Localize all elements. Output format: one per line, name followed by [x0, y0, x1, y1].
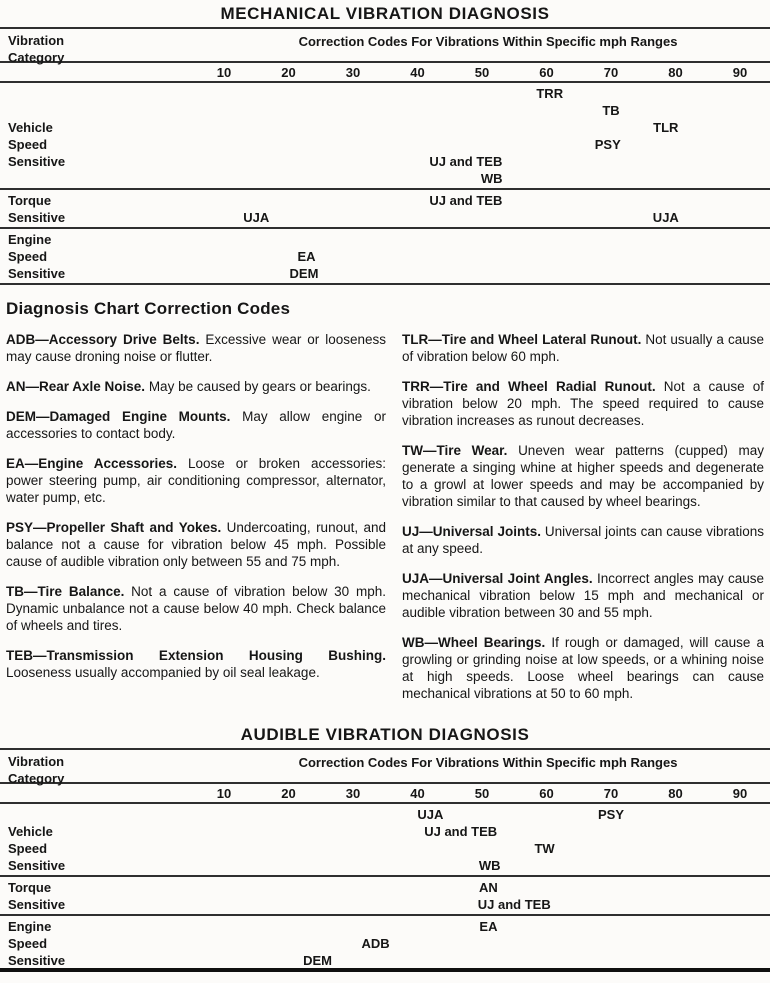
- mph-tick: 10: [216, 65, 232, 80]
- code-definition: UJA—Universal Joint Angles. Incorrect angles may cause mechanical vibration below 15 mph and mechanical or audible vibration between 30 and 55 mph.: [402, 571, 764, 620]
- correction-code: EA: [479, 919, 498, 934]
- definition-term: TB—Tire Balance.: [6, 584, 132, 599]
- mph-tick: 40: [410, 786, 425, 801]
- definitions-right-column: [402, 331, 764, 715]
- correction-code: WB: [478, 858, 501, 873]
- code-definition: TLR—Tire and Wheel Lateral Runout. Not usually a cause of vibration below 60 mph.: [402, 332, 764, 364]
- definition-term: AN—Rear Axle Noise.: [6, 379, 149, 394]
- code-definition: WB—Wheel Bearings. If rough or damaged, will cause a growling or grinding noise at low speeds, or a whining noise at high speeds. Loose wheel bearings can cause mechanical vibrations at 50 to 60 mph.: [402, 635, 764, 701]
- correction-code: TW: [534, 841, 555, 856]
- definition-term: TW—Tire Wear.: [402, 443, 519, 458]
- category-word: Vehicle: [8, 824, 53, 839]
- table-header: [0, 27, 770, 63]
- correction-code: UJ and TEB: [424, 824, 498, 839]
- correction-code: DEM: [289, 266, 319, 281]
- code-definition: TB—Tire Balance. Not a cause of vibration below 30 mph. Dynamic unbalance not a cause below 40 mph. Check balance of wheels and tires.: [6, 584, 386, 633]
- code-definition: PSY—Propeller Shaft and Yokes. Undercoating, runout, and balance not a cause for vibration below 45 mph. Possible cause of audible vibration only between 55 and 75 mph.: [6, 520, 387, 569]
- correction-code: DEM: [303, 953, 332, 968]
- correction-code: TRR: [536, 86, 564, 101]
- mechanical-table-title: MECHANICAL VIBRATION DIAGNOSIS: [220, 4, 550, 23]
- audible-vibration-table: [0, 721, 770, 972]
- definition-term: TEB—Transmission Extension Housing Bushing.: [6, 648, 386, 663]
- mph-tick: 70: [603, 786, 619, 801]
- category-row: [0, 229, 770, 285]
- table-rows: [0, 83, 770, 285]
- correction-code: PSY: [597, 807, 625, 822]
- category-word: Sensitive: [8, 154, 66, 169]
- category-label: [8, 879, 65, 913]
- mph-tick: 30: [345, 786, 361, 801]
- mph-tick: 80: [668, 65, 683, 80]
- category-word: Sensitive: [8, 266, 66, 281]
- vibration-category-header: [8, 753, 64, 787]
- code-definition: ADB—Accessory Drive Belts. Excessive wear or looseness may cause droning noise or flutter.: [6, 332, 386, 364]
- header-line: Vibration: [8, 754, 65, 769]
- correction-code: UJA: [243, 210, 270, 225]
- table-rows: [0, 804, 770, 972]
- category-word: Speed: [8, 841, 48, 856]
- correction-code: UJ and TEB: [429, 193, 503, 208]
- table-header: [0, 748, 770, 784]
- mph-tick: 30: [345, 65, 361, 80]
- codes-section-heading: Diagnosis Chart Correction Codes: [6, 299, 291, 318]
- category-word: Speed: [8, 137, 48, 152]
- definition-term: TLR—Tire and Wheel Lateral Runout.: [402, 332, 646, 347]
- mph-tick: 20: [281, 786, 296, 801]
- correction-codes-section: [0, 299, 770, 715]
- correction-code: EA: [297, 249, 316, 264]
- category-word: Torque: [8, 880, 52, 895]
- definition-term: UJA—Universal Joint Angles.: [402, 571, 597, 586]
- mph-tick: 10: [216, 786, 232, 801]
- category-word: Engine: [8, 919, 52, 934]
- category-word: Sensitive: [8, 210, 66, 225]
- correction-code: TLR: [653, 120, 679, 135]
- header-line: Vibration: [8, 33, 65, 48]
- category-word: Sensitive: [8, 953, 66, 968]
- category-row: [0, 877, 770, 916]
- definition-term: ADB—Accessory Drive Belts.: [6, 332, 206, 347]
- code-definition: TW—Tire Wear. Uneven wear patterns (cupped) may generate a singing whine at higher speeds and degenerate to a growl at lower speeds and may be accompanied by vibration similar to that caused by wheel bearings.: [402, 443, 764, 509]
- correction-code: UJ and TEB: [429, 154, 503, 169]
- mph-tick: 60: [539, 786, 554, 801]
- mph-tick: 20: [281, 65, 296, 80]
- mph-tick: 40: [410, 65, 425, 80]
- mph-tick: 90: [732, 65, 748, 80]
- header-line: Category: [8, 771, 65, 786]
- category-word: Sensitive: [8, 897, 66, 912]
- definition-term: WB—Wheel Bearings.: [402, 635, 552, 650]
- category-word: Engine: [8, 232, 52, 247]
- correction-code: UJA: [652, 210, 679, 225]
- mph-tick: 90: [732, 786, 748, 801]
- correction-code: WB: [480, 171, 503, 186]
- category-label: [8, 823, 65, 874]
- category-label: [8, 918, 65, 969]
- code-definition: TRR—Tire and Wheel Radial Runout. Not a cause of vibration below 20 mph. The speed required to cause vibration increases as runout decreases.: [402, 379, 764, 428]
- category-label: [8, 231, 65, 282]
- category-word: Speed: [8, 936, 48, 951]
- mechanical-vibration-table: [0, 0, 770, 285]
- mph-tick: 70: [603, 65, 619, 80]
- category-row: [0, 916, 770, 972]
- mph-scale: [0, 63, 770, 83]
- mph-tick: 50: [474, 65, 490, 80]
- correction-code: TB: [602, 103, 620, 118]
- definitions-left-column: [6, 331, 386, 715]
- definition-term: PSY—Propeller Shaft and Yokes.: [6, 520, 227, 535]
- correction-code: UJ and TEB: [477, 897, 551, 912]
- mph-tick: 60: [539, 65, 554, 80]
- mph-tick: 50: [474, 786, 490, 801]
- audible-table-title: AUDIBLE VIBRATION DIAGNOSIS: [240, 725, 530, 744]
- correction-codes-header: Correction Codes For Vibrations Within Specific mph Ranges: [298, 34, 678, 49]
- correction-code: UJA: [417, 807, 444, 822]
- mph-scale: [0, 784, 770, 804]
- category-label: [8, 119, 65, 170]
- correction-codes-header: Correction Codes For Vibrations Within Specific mph Ranges: [298, 755, 678, 770]
- category-word: Vehicle: [8, 120, 53, 135]
- code-definition: UJ—Universal Joints. Universal joints can cause vibrations at any speed.: [402, 524, 764, 556]
- definition-term: TRR—Tire and Wheel Radial Runout.: [402, 379, 664, 394]
- definition-term: UJ—Universal Joints.: [402, 524, 545, 539]
- definitions-columns: [0, 331, 770, 715]
- category-word: Torque: [8, 193, 52, 208]
- code-definition: AN—Rear Axle Noise. May be caused by gears or bearings.: [6, 379, 371, 394]
- category-label: [8, 192, 65, 226]
- category-word: Speed: [8, 249, 48, 264]
- code-definition: EA—Engine Accessories. Loose or broken accessories: power steering pump, air conditioning compressor, alternator, water pump, etc.: [6, 456, 386, 505]
- correction-code: PSY: [594, 137, 621, 152]
- category-row: [0, 83, 770, 190]
- correction-code: AN: [479, 880, 498, 895]
- category-row: [0, 190, 770, 229]
- code-definition: DEM—Damaged Engine Mounts. May allow engine or accessories to contact body.: [6, 409, 386, 441]
- mph-tick: 80: [668, 786, 683, 801]
- header-line: Category: [8, 50, 65, 65]
- vibration-category-header: [8, 32, 64, 66]
- category-word: Sensitive: [8, 858, 66, 873]
- category-row: [0, 804, 770, 877]
- code-definition: TEB—Transmission Extension Housing Bushing. Looseness usually accompanied by oil seal leakage.: [6, 648, 386, 680]
- definition-term: DEM—Damaged Engine Mounts.: [6, 409, 243, 424]
- correction-code: ADB: [361, 936, 390, 951]
- definition-term: EA—Engine Accessories.: [6, 456, 188, 471]
